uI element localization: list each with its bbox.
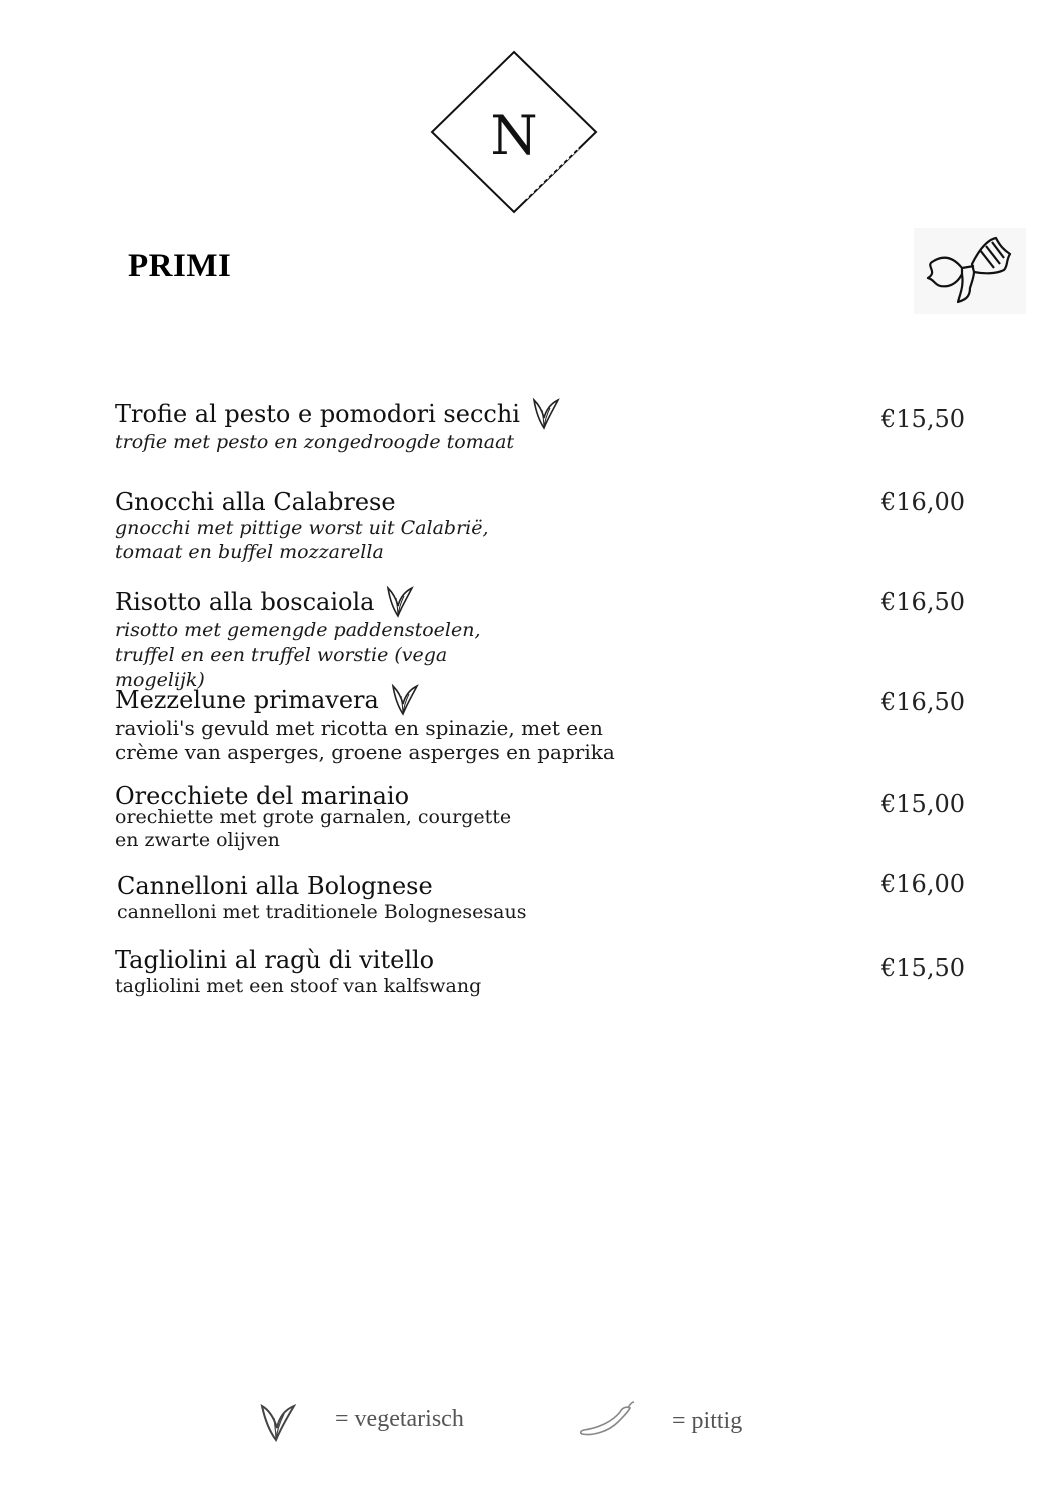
description-line: gnocchi met pittige worst uit Calabrië,	[115, 517, 489, 539]
menu-item	[115, 686, 1015, 764]
item-description	[115, 430, 1015, 454]
item-price: €16,00	[881, 870, 965, 898]
menu-item	[115, 946, 1015, 998]
item-description	[117, 900, 1017, 924]
logo-letter: N	[490, 104, 538, 167]
farfalle-pasta-icon	[914, 228, 1026, 314]
section-title: PRIMI	[128, 248, 232, 284]
description-line: tomaat en buffel mozzarella	[115, 541, 384, 563]
legend-spicy-label: = pittig	[672, 1408, 743, 1434]
description-line: tagliolini met een stoof van kalfswang	[115, 975, 482, 997]
description-line: cannelloni met traditionele Bolognesesaus	[117, 901, 527, 923]
legend-vegetarian-label: = vegetarisch	[335, 1406, 464, 1432]
leaf-icon	[385, 682, 419, 716]
description-line: orechiette met grote garnalen, courgette	[115, 806, 512, 828]
description-line: mogelijk)	[115, 669, 205, 691]
menu-item	[115, 488, 1015, 564]
leaf-icon	[526, 396, 560, 430]
item-name: Mezzelune primavera	[115, 686, 379, 714]
item-name: Trofie al pesto e pomodori secchi	[115, 400, 520, 428]
item-name: Gnocchi alla Calabrese	[115, 488, 396, 516]
leaf-icon	[256, 1400, 296, 1442]
menu-item	[117, 872, 1017, 924]
item-price: €16,00	[881, 488, 965, 516]
item-price: €15,50	[881, 954, 965, 982]
item-description	[115, 516, 1015, 564]
description-line: trofie met pesto en zongedroogde tomaat	[115, 431, 515, 453]
menu-item	[115, 782, 1015, 852]
item-name: Cannelloni alla Bolognese	[117, 872, 433, 900]
leaf-icon	[380, 584, 414, 618]
item-name: Risotto alla boscaiola	[115, 588, 375, 616]
item-description	[115, 618, 1015, 693]
item-price: €16,50	[881, 588, 965, 616]
legend	[0, 1396, 1059, 1446]
item-description	[115, 806, 1015, 852]
item-price: €15,50	[881, 405, 965, 433]
item-description	[115, 974, 1015, 998]
description-line: risotto met gemengde paddenstoelen,	[115, 619, 481, 641]
description-line: truffel en een truffel worstie (vega	[115, 644, 448, 666]
item-price: €15,00	[881, 790, 965, 818]
description-line: en zwarte olijven	[115, 829, 280, 851]
menu-item	[115, 400, 1015, 454]
diamond-logo	[428, 48, 600, 216]
description-line: crème van asperges, groene asperges en paprika	[115, 740, 615, 764]
chili-pepper-icon	[578, 1400, 638, 1440]
item-name: Orecchiete del marinaio	[115, 782, 410, 810]
item-name: Tagliolini al ragù di vitello	[115, 946, 435, 974]
item-description	[115, 716, 1015, 764]
menu-item	[115, 588, 1015, 693]
description-line: ravioli's gevuld met ricotta en spinazie, met een	[115, 716, 603, 740]
item-price: €16,50	[881, 688, 965, 716]
